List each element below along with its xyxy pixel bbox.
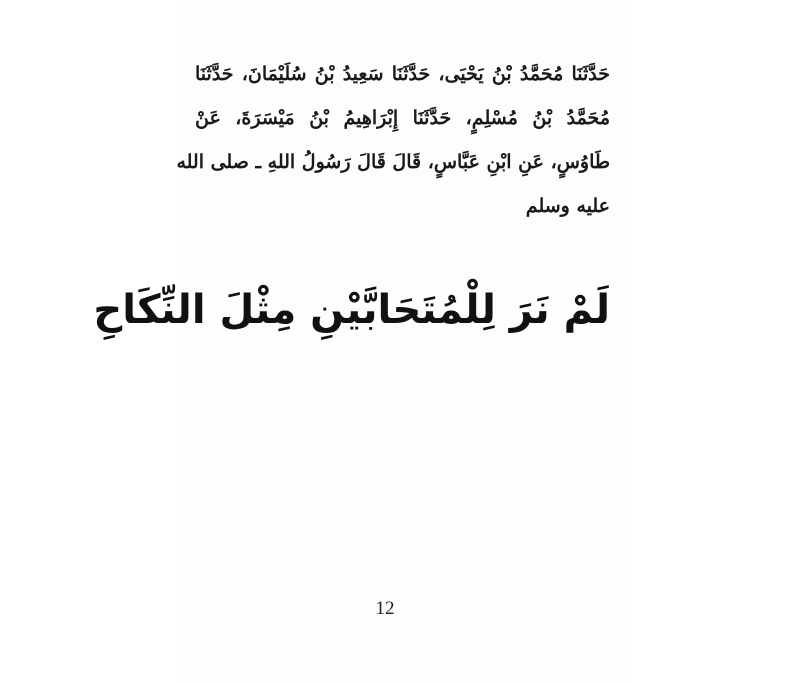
isnad-line-4: عليه وسلم [525,195,610,217]
isnad-line-3: طَاوُسٍ، عَنِ ابْنِ عَبَّاسٍ، قَالَ قَالَ رَسُولُ اللهِ ـ صلى الله [176,151,610,173]
hadith-text: لَمْ نَرَ لِلْمُتَحَابَّيْنِ مِثْلَ النِّكَاحِ [93,287,610,333]
isnad-line-2: مُحَمَّدُ بْنُ مُسْلِمٍ، حَدَّثَنَا إِبْرَاهِيمُ بْنُ مَيْسَرَةَ، عَنْ [195,107,610,129]
isnad-line-1: حَدَّثَنَا مُحَمَّدُ بْنُ يَحْيَى، حَدَّثَنَا سَعِيدُ بْنُ سُلَيْمَانَ، حَدَّثَنَا [195,63,610,85]
page-number: 12 [375,598,395,619]
chain-of-narration [176,52,610,228]
